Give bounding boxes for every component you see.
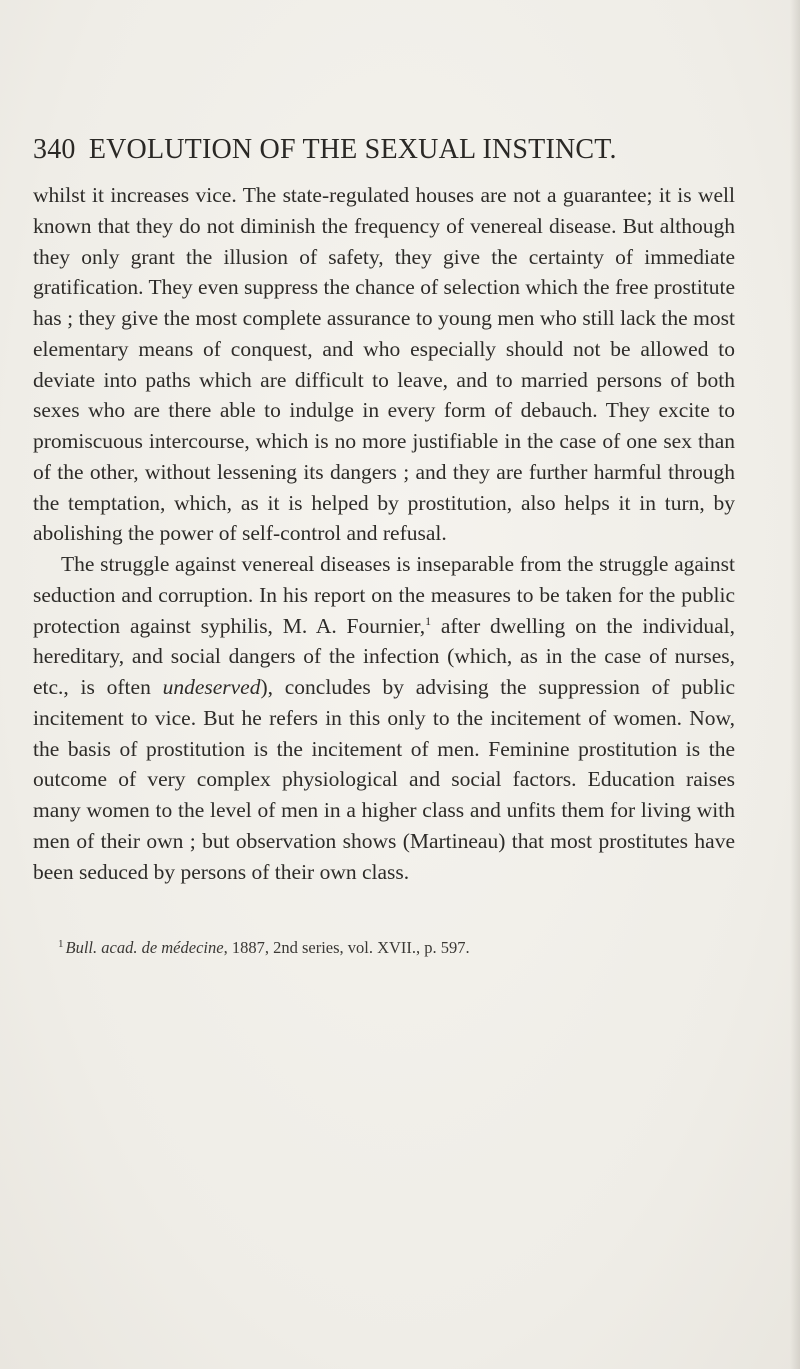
footnote-marker: 1 <box>58 937 64 950</box>
running-header <box>33 134 733 166</box>
paragraph-1: whilst it increases vice. The state-regulated houses are not a guarantee; it is well known that they do not diminish the frequency of venereal disease. But although they only grant the illusion of safety, they give the certainty of immediate gratification. They even suppress the chance of selection which the free prostitute has ; they give the most complete assurance to young men who still lack the most elementary means of conquest, and who especially should not be allowed to deviate into paths which are difficult to leave, and to married persons of both sexes who are there able to indulge in every form of debauch. They excite to promiscuous intercourse, which is no more justifiable in the case of one sex than of the other, without lessening its dangers ; and they are further harmful through the temptation, which, as it is helped by prostitution, also helps it in turn, by abolishing the power of self-control and refusal. <box>33 183 735 546</box>
paragraph-2-part-b: after dwelling on the individual, hereditary, and social dangers of the infection (which, as in the case of nurses, etc., is often <box>33 613 735 699</box>
paragraph-2-part-c: ), concludes by advising the suppression of public incitement to vice. But he refers in this only to the incitement of women. Now, the basis of prostitution is the incitement of men. Feminine prostitution is the outcome of very complex physiological and social factors. Education raises many women to the level of men in a higher class and unfits them for living with men of their own ; but observation shows (Martineau) that most prostitutes have been seduced by persons of their own class. <box>33 675 735 884</box>
footnote-reference: 1 <box>425 613 432 628</box>
page-number: 340 <box>33 134 76 165</box>
footnote <box>58 937 738 959</box>
paragraph-2-part-a: The struggle against venereal diseases is inseparable from the struggle against seduction and corruption. In his report on the measures to be taken for the public protection against syphilis, M. A. Fournier, <box>33 552 735 638</box>
body-text <box>33 180 735 887</box>
running-title: EVOLUTION OF THE SEXUAL INSTINCT. <box>88 134 617 165</box>
page-edge-shadow <box>790 0 800 1369</box>
footnote-citation: , 1887, 2nd series, vol. XVII., p. 597. <box>223 938 470 957</box>
italic-word: undeserved <box>162 675 261 699</box>
paragraph-2 <box>33 549 735 887</box>
footnote-journal: Bull. acad. de médecine <box>65 938 224 957</box>
